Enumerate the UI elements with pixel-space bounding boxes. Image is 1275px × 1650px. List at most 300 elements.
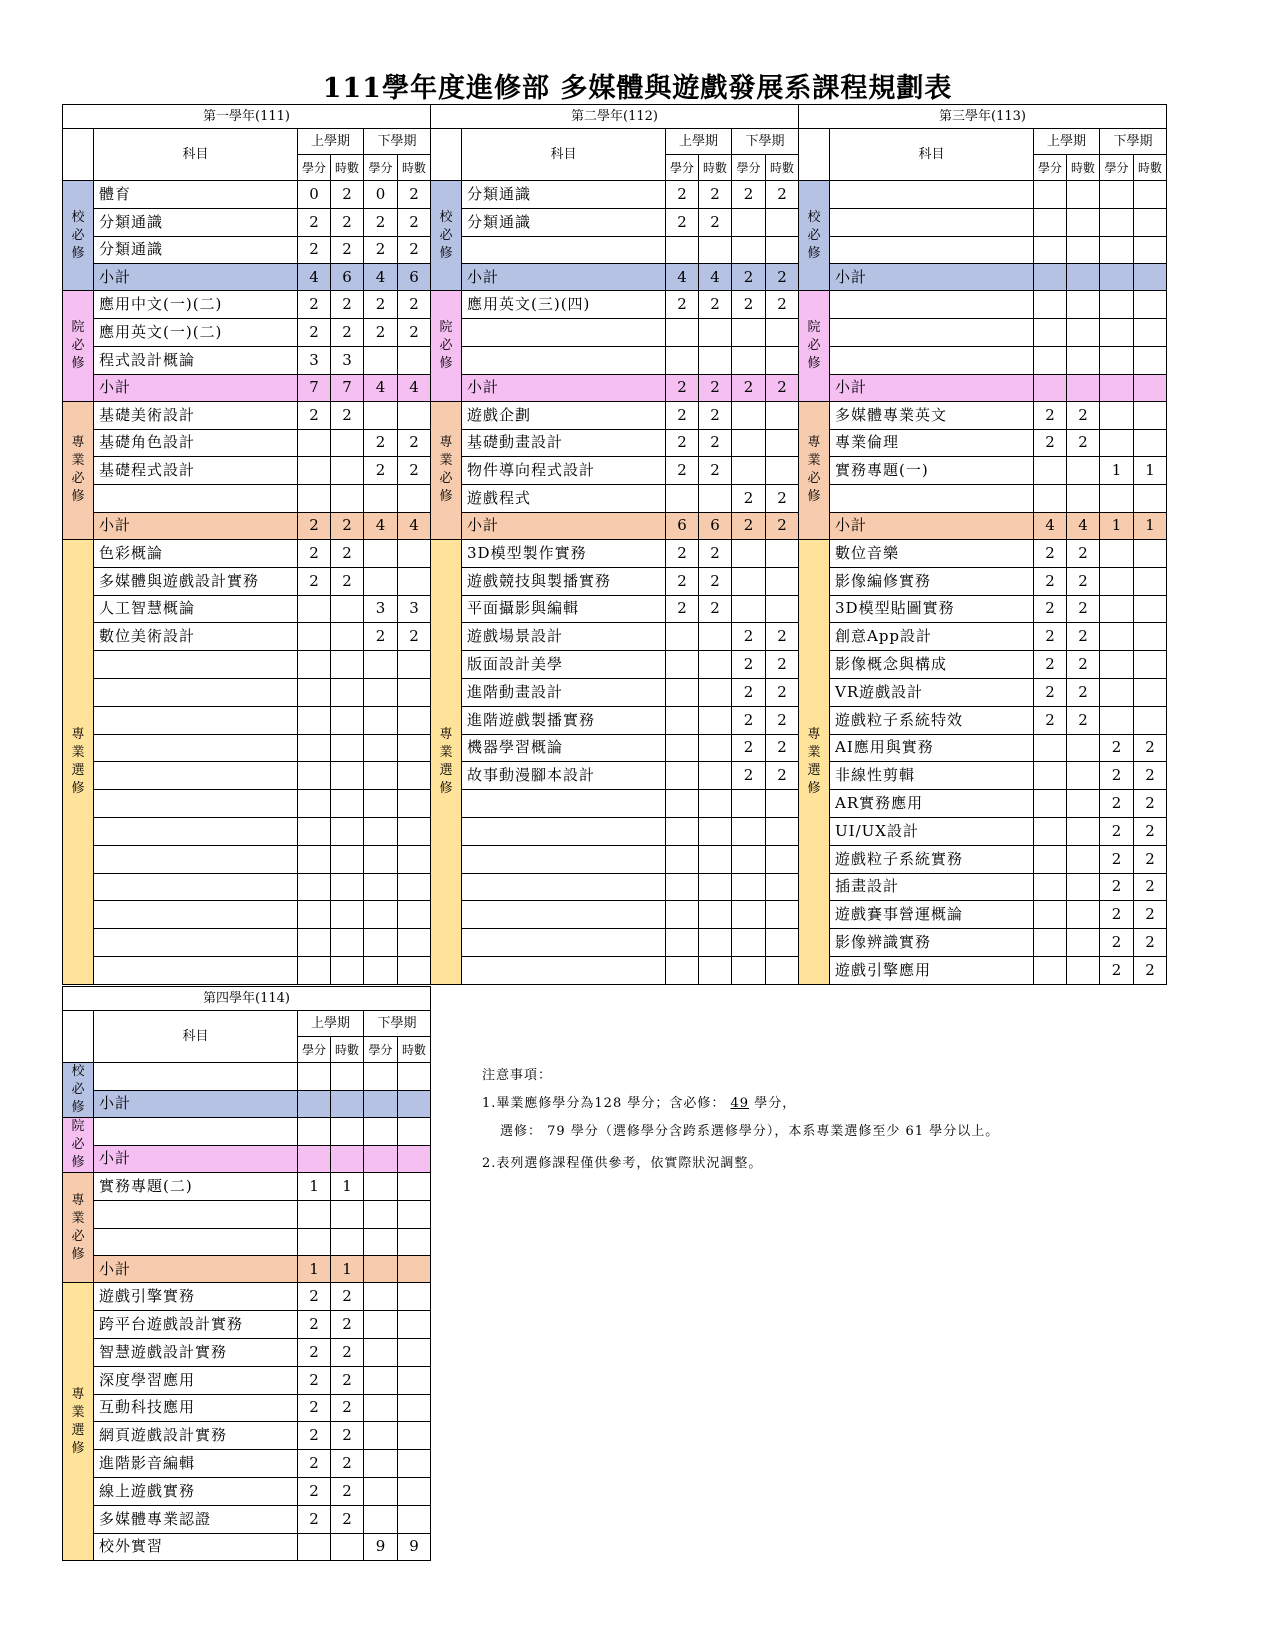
second-semester-credits — [364, 817, 398, 845]
course-name: 校外實習 — [94, 1533, 298, 1561]
second-semester-hours: 2 — [1134, 817, 1167, 845]
course-name: 故事動漫腳本設計 — [462, 762, 666, 790]
course-name: 色彩概論 — [94, 539, 298, 567]
second-semester-hours — [766, 845, 799, 873]
second-semester-hours — [398, 485, 431, 513]
first-semester-hours — [331, 485, 364, 513]
first-semester-hours: 2 — [1067, 539, 1100, 567]
subtotal-second-hours: 2 — [766, 264, 799, 291]
second-semester-hours: 2 — [766, 678, 799, 706]
second-semester-hours — [1134, 181, 1167, 209]
first-semester-header: 上學期 — [298, 1011, 364, 1037]
table-row — [63, 790, 431, 818]
year-header: 第二學年(112) — [431, 105, 799, 129]
table-row — [63, 1394, 431, 1422]
table-row — [799, 401, 1167, 429]
course-name: 跨平台遊戲設計實務 — [94, 1311, 298, 1339]
course-name: 數位音樂 — [830, 539, 1034, 567]
second-semester-hours — [1134, 678, 1167, 706]
first-semester-hours — [1067, 734, 1100, 762]
table-row — [799, 291, 1167, 319]
second-semester-credits — [732, 457, 766, 485]
subtotal-first-hours: 6 — [699, 512, 732, 539]
notes-line-2 — [482, 1118, 999, 1146]
first-semester-credits — [666, 929, 699, 957]
table-row — [431, 651, 799, 679]
second-semester-hours: 2 — [766, 485, 799, 513]
category-major — [63, 401, 94, 539]
second-semester-credits: 2 — [732, 651, 766, 679]
course-name — [462, 346, 666, 374]
course-name: 基礎程式設計 — [94, 457, 298, 485]
course-name — [462, 901, 666, 929]
notes-line1-suffix: 學分， — [754, 1096, 797, 1111]
second-semester-hours: 2 — [766, 651, 799, 679]
course-name — [94, 1118, 298, 1146]
first-semester-credits: 2 — [298, 291, 331, 319]
course-name — [94, 678, 298, 706]
table-row — [799, 457, 1167, 485]
course-name: 3D模型製作實務 — [462, 539, 666, 567]
table-row — [63, 623, 431, 651]
course-name: 遊戲賽事營運概論 — [830, 901, 1034, 929]
category-label: 專業選修 — [71, 1386, 85, 1456]
second-semester-credits — [364, 1200, 398, 1228]
curriculum-table-year-1 — [62, 104, 430, 985]
first-semester-hours: 2 — [331, 181, 364, 209]
course-name — [462, 845, 666, 873]
course-name — [94, 817, 298, 845]
second-semester-credits: 2 — [364, 208, 398, 236]
page-title: 111學年度進修部 多媒體與遊戲發展系課程規劃表 — [322, 73, 953, 104]
table-row — [63, 762, 431, 790]
second-semester-credits: 2 — [1100, 762, 1134, 790]
first-semester-credits — [298, 706, 331, 734]
second-semester-credits — [364, 1118, 398, 1146]
first-semester-credits — [666, 651, 699, 679]
second-semester-credits: 2 — [732, 678, 766, 706]
category-elective — [63, 539, 94, 984]
credit-header: 學分 — [298, 155, 331, 181]
first-semester-hours: 2 — [331, 1283, 364, 1311]
second-semester-hours: 1 — [1134, 457, 1167, 485]
first-semester-hours: 2 — [1067, 706, 1100, 734]
year-header: 第四學年(114) — [63, 987, 431, 1011]
table-row — [799, 901, 1167, 929]
second-semester-credits: 2 — [1100, 817, 1134, 845]
course-name — [830, 208, 1034, 236]
subtotal-label: 小計 — [830, 374, 1034, 401]
subject-header: 科目 — [94, 129, 298, 181]
second-semester-hours: 2 — [1134, 929, 1167, 957]
table-row — [799, 595, 1167, 623]
second-semester-credits: 2 — [1100, 956, 1134, 984]
category-label: 院必修 — [439, 320, 453, 372]
second-semester-hours: 2 — [766, 623, 799, 651]
table-row — [799, 678, 1167, 706]
table-row — [63, 1366, 431, 1394]
table-row — [431, 956, 799, 984]
second-semester-hours: 2 — [398, 181, 431, 209]
notes-required-credits: 49 — [730, 1096, 750, 1111]
second-semester-hours — [1134, 623, 1167, 651]
first-semester-hours — [699, 706, 732, 734]
first-semester-credits: 2 — [1034, 651, 1067, 679]
second-semester-credits — [1100, 485, 1134, 513]
first-semester-credits: 0 — [298, 181, 331, 209]
first-semester-hours — [699, 817, 732, 845]
second-semester-hours — [766, 929, 799, 957]
first-semester-credits: 2 — [298, 539, 331, 567]
first-semester-hours: 2 — [1067, 678, 1100, 706]
course-name: 物件導向程式設計 — [462, 457, 666, 485]
second-semester-hours — [766, 567, 799, 595]
second-semester-credits — [364, 539, 398, 567]
table-row — [799, 790, 1167, 818]
first-semester-hours — [699, 762, 732, 790]
second-semester-hours — [398, 1422, 431, 1450]
table-row — [431, 873, 799, 901]
second-semester-hours: 2 — [398, 319, 431, 347]
subtotal-second-hours: 6 — [398, 264, 431, 291]
first-semester-credits — [1034, 457, 1067, 485]
course-name: 非線性剪輯 — [830, 762, 1034, 790]
second-semester-credits — [1100, 346, 1134, 374]
second-semester-credits — [732, 817, 766, 845]
table-row — [431, 401, 799, 429]
second-semester-hours: 9 — [398, 1533, 431, 1561]
second-semester-credits — [364, 1505, 398, 1533]
second-semester-hours — [766, 901, 799, 929]
second-semester-hours — [398, 678, 431, 706]
curriculum-table-year-4 — [62, 986, 430, 1561]
course-name — [94, 1228, 298, 1256]
first-semester-hours — [331, 929, 364, 957]
course-name: 應用英文(三)(四) — [462, 291, 666, 319]
first-semester-credits: 2 — [298, 236, 331, 264]
subtotal-second-hours — [398, 1256, 431, 1283]
first-semester-credits: 2 — [298, 1505, 331, 1533]
second-semester-hours — [766, 457, 799, 485]
first-semester-credits — [666, 762, 699, 790]
table-row — [63, 457, 431, 485]
first-semester-credits — [1034, 790, 1067, 818]
second-semester-credits — [364, 1228, 398, 1256]
course-name: 影像概念與構成 — [830, 651, 1034, 679]
table-row — [431, 762, 799, 790]
second-semester-credits — [364, 1450, 398, 1478]
second-semester-credits — [732, 595, 766, 623]
second-semester-credits — [732, 236, 766, 264]
first-semester-hours: 2 — [699, 457, 732, 485]
second-semester-hours — [398, 1228, 431, 1256]
table-row — [799, 623, 1167, 651]
first-semester-credits: 2 — [1034, 678, 1067, 706]
first-semester-hours — [699, 929, 732, 957]
course-name: 應用英文(一)(二) — [94, 319, 298, 347]
course-name: 體育 — [94, 181, 298, 209]
second-semester-credits: 2 — [1100, 790, 1134, 818]
subtotal-label: 小計 — [462, 374, 666, 401]
first-semester-credits: 2 — [666, 539, 699, 567]
table-row — [63, 1505, 431, 1533]
course-name: 平面攝影與編輯 — [462, 595, 666, 623]
credit-header: 學分 — [666, 155, 699, 181]
first-semester-credits: 2 — [298, 401, 331, 429]
subtotal-second-hours: 2 — [766, 512, 799, 539]
first-semester-credits — [1034, 291, 1067, 319]
second-semester-credits — [732, 567, 766, 595]
notes — [482, 1062, 999, 1178]
second-semester-credits — [364, 901, 398, 929]
first-semester-hours — [1067, 929, 1100, 957]
course-name: 進階動畫設計 — [462, 678, 666, 706]
table-row — [431, 901, 799, 929]
second-semester-hours — [766, 236, 799, 264]
second-semester-credits — [364, 790, 398, 818]
first-semester-hours — [1067, 457, 1100, 485]
table-row — [63, 901, 431, 929]
course-name: 遊戲引擎應用 — [830, 956, 1034, 984]
first-semester-credits: 2 — [298, 1311, 331, 1339]
second-semester-hours: 2 — [398, 236, 431, 264]
course-name — [94, 706, 298, 734]
second-semester-hours — [398, 706, 431, 734]
table-row — [63, 1533, 431, 1561]
first-semester-hours — [1067, 956, 1100, 984]
table-row — [431, 291, 799, 319]
table-row — [63, 929, 431, 957]
second-semester-hours: 2 — [766, 181, 799, 209]
first-semester-credits: 2 — [298, 1366, 331, 1394]
curriculum-table-year-3 — [798, 104, 1166, 985]
first-semester-hours: 2 — [331, 1422, 364, 1450]
first-semester-credits — [298, 1228, 331, 1256]
second-semester-credits: 2 — [732, 291, 766, 319]
first-semester-hours — [331, 1533, 364, 1561]
subtotal-first-credits: 1 — [298, 1256, 331, 1283]
first-semester-hours: 2 — [331, 1366, 364, 1394]
second-semester-credits — [1100, 539, 1134, 567]
first-semester-hours: 2 — [1067, 651, 1100, 679]
first-semester-hours — [699, 790, 732, 818]
table-row — [63, 319, 431, 347]
table-row — [63, 1118, 431, 1146]
subtotal-row — [63, 512, 431, 539]
subtotal-first-credits: 2 — [666, 374, 699, 401]
header-blank — [799, 129, 830, 181]
first-semester-hours: 2 — [699, 181, 732, 209]
category-college — [431, 291, 462, 401]
category-label: 專業必修 — [71, 1192, 85, 1262]
category-label: 院必修 — [71, 320, 85, 372]
second-semester-credits — [1100, 236, 1134, 264]
first-semester-credits: 2 — [1034, 429, 1067, 457]
subtotal-row — [63, 374, 431, 401]
notes-heading: 注意事項： — [482, 1068, 553, 1083]
category-label: 專業選修 — [439, 726, 453, 796]
second-semester-hours: 2 — [766, 762, 799, 790]
first-semester-hours — [1067, 319, 1100, 347]
table-row — [431, 817, 799, 845]
table-row — [63, 734, 431, 762]
curriculum-table-year-2 — [430, 104, 798, 985]
second-semester-hours — [1134, 401, 1167, 429]
table-row — [63, 956, 431, 984]
table-row — [799, 873, 1167, 901]
category-elective — [63, 1283, 94, 1561]
hours-header: 時數 — [398, 155, 431, 181]
table-row — [63, 401, 431, 429]
first-semester-hours — [331, 790, 364, 818]
first-semester-credits: 2 — [666, 429, 699, 457]
second-semester-credits: 2 — [364, 623, 398, 651]
first-semester-credits — [298, 762, 331, 790]
second-semester-credits: 2 — [1100, 873, 1134, 901]
table-row — [431, 236, 799, 264]
second-semester-credits: 2 — [364, 429, 398, 457]
table-row — [63, 539, 431, 567]
category-label: 校必修 — [807, 209, 821, 261]
first-semester-credits — [1034, 929, 1067, 957]
second-semester-credits — [1100, 429, 1134, 457]
category-label: 院必修 — [71, 1119, 85, 1170]
first-semester-credits — [298, 817, 331, 845]
second-semester-header: 下學期 — [364, 1011, 431, 1037]
course-name: 數位美術設計 — [94, 623, 298, 651]
second-semester-hours: 2 — [1134, 762, 1167, 790]
course-name: 遊戲引擎實務 — [94, 1283, 298, 1311]
first-semester-credits: 3 — [298, 346, 331, 374]
table-row — [431, 678, 799, 706]
first-semester-hours — [331, 873, 364, 901]
second-semester-credits — [732, 929, 766, 957]
first-semester-hours: 2 — [331, 208, 364, 236]
table-row — [63, 595, 431, 623]
notes-line2-text: 選修： — [500, 1124, 543, 1139]
first-semester-hours — [331, 678, 364, 706]
second-semester-credits — [364, 1283, 398, 1311]
first-semester-credits: 2 — [298, 319, 331, 347]
second-semester-credits — [1100, 678, 1134, 706]
subtotal-second-hours: 4 — [398, 512, 431, 539]
table-row — [63, 873, 431, 901]
first-semester-credits — [1034, 817, 1067, 845]
second-semester-hours — [398, 1118, 431, 1146]
subtotal-label: 小計 — [94, 264, 298, 291]
notes-line2-suffix: 學分以上。 — [929, 1124, 1000, 1139]
second-semester-credits — [364, 762, 398, 790]
first-semester-credits: 2 — [666, 457, 699, 485]
second-semester-hours — [398, 1366, 431, 1394]
first-semester-hours — [331, 956, 364, 984]
second-semester-hours — [1134, 429, 1167, 457]
second-semester-credits — [364, 845, 398, 873]
subtotal-first-credits: 4 — [666, 264, 699, 291]
first-semester-credits — [1034, 873, 1067, 901]
course-name: 插畫設計 — [830, 873, 1034, 901]
first-semester-credits — [1034, 319, 1067, 347]
second-semester-hours — [398, 1338, 431, 1366]
table-row — [63, 1422, 431, 1450]
course-name — [94, 901, 298, 929]
subtotal-row — [63, 1090, 431, 1117]
course-name — [830, 236, 1034, 264]
subtotal-first-credits: 2 — [298, 512, 331, 539]
first-semester-hours: 2 — [699, 401, 732, 429]
first-semester-hours: 2 — [331, 291, 364, 319]
second-semester-credits — [364, 485, 398, 513]
subtotal-first-hours — [1067, 264, 1100, 291]
first-semester-credits — [298, 929, 331, 957]
first-semester-hours — [331, 817, 364, 845]
second-semester-credits — [364, 929, 398, 957]
first-semester-credits: 2 — [1034, 706, 1067, 734]
course-name: 實務專題(一) — [830, 457, 1034, 485]
second-semester-hours — [766, 429, 799, 457]
first-semester-hours: 2 — [1067, 567, 1100, 595]
course-name: 分類通識 — [94, 236, 298, 264]
second-semester-hours — [398, 901, 431, 929]
second-semester-hours: 2 — [1134, 901, 1167, 929]
hours-header: 時數 — [1067, 155, 1100, 181]
course-name — [830, 319, 1034, 347]
first-semester-credits — [666, 485, 699, 513]
second-semester-hours — [398, 929, 431, 957]
subtotal-first-credits: 4 — [1034, 512, 1067, 539]
first-semester-credits — [298, 873, 331, 901]
first-semester-hours — [1067, 208, 1100, 236]
second-semester-hours — [1134, 236, 1167, 264]
second-semester-credits: 2 — [364, 319, 398, 347]
credit-header: 學分 — [298, 1037, 331, 1063]
first-semester-hours: 2 — [331, 567, 364, 595]
category-label: 院必修 — [807, 320, 821, 372]
second-semester-hours — [398, 539, 431, 567]
first-semester-credits: 2 — [298, 1283, 331, 1311]
second-semester-credits — [1100, 595, 1134, 623]
second-semester-credits: 9 — [364, 1533, 398, 1561]
first-semester-hours — [1067, 845, 1100, 873]
second-semester-hours — [398, 1173, 431, 1201]
first-semester-hours — [699, 485, 732, 513]
first-semester-hours — [331, 651, 364, 679]
notes-min-credits: 61 — [905, 1124, 925, 1139]
first-semester-hours — [331, 595, 364, 623]
table-row — [63, 651, 431, 679]
second-semester-hours — [1134, 706, 1167, 734]
subtotal-row — [799, 512, 1167, 539]
course-name: 遊戲場景設計 — [462, 623, 666, 651]
table-row — [431, 623, 799, 651]
first-semester-credits — [666, 706, 699, 734]
subject-header: 科目 — [94, 1011, 298, 1063]
credit-header: 學分 — [1100, 155, 1134, 181]
first-semester-credits — [298, 956, 331, 984]
course-name: 分類通識 — [94, 208, 298, 236]
first-semester-hours — [1067, 762, 1100, 790]
second-semester-credits — [1100, 567, 1134, 595]
second-semester-hours — [766, 956, 799, 984]
second-semester-credits: 2 — [364, 457, 398, 485]
first-semester-credits — [298, 429, 331, 457]
second-semester-hours: 2 — [1134, 734, 1167, 762]
course-name: 應用中文(一)(二) — [94, 291, 298, 319]
second-semester-credits: 2 — [732, 485, 766, 513]
category-elective — [431, 539, 462, 984]
table-row — [431, 457, 799, 485]
first-semester-hours — [1067, 817, 1100, 845]
